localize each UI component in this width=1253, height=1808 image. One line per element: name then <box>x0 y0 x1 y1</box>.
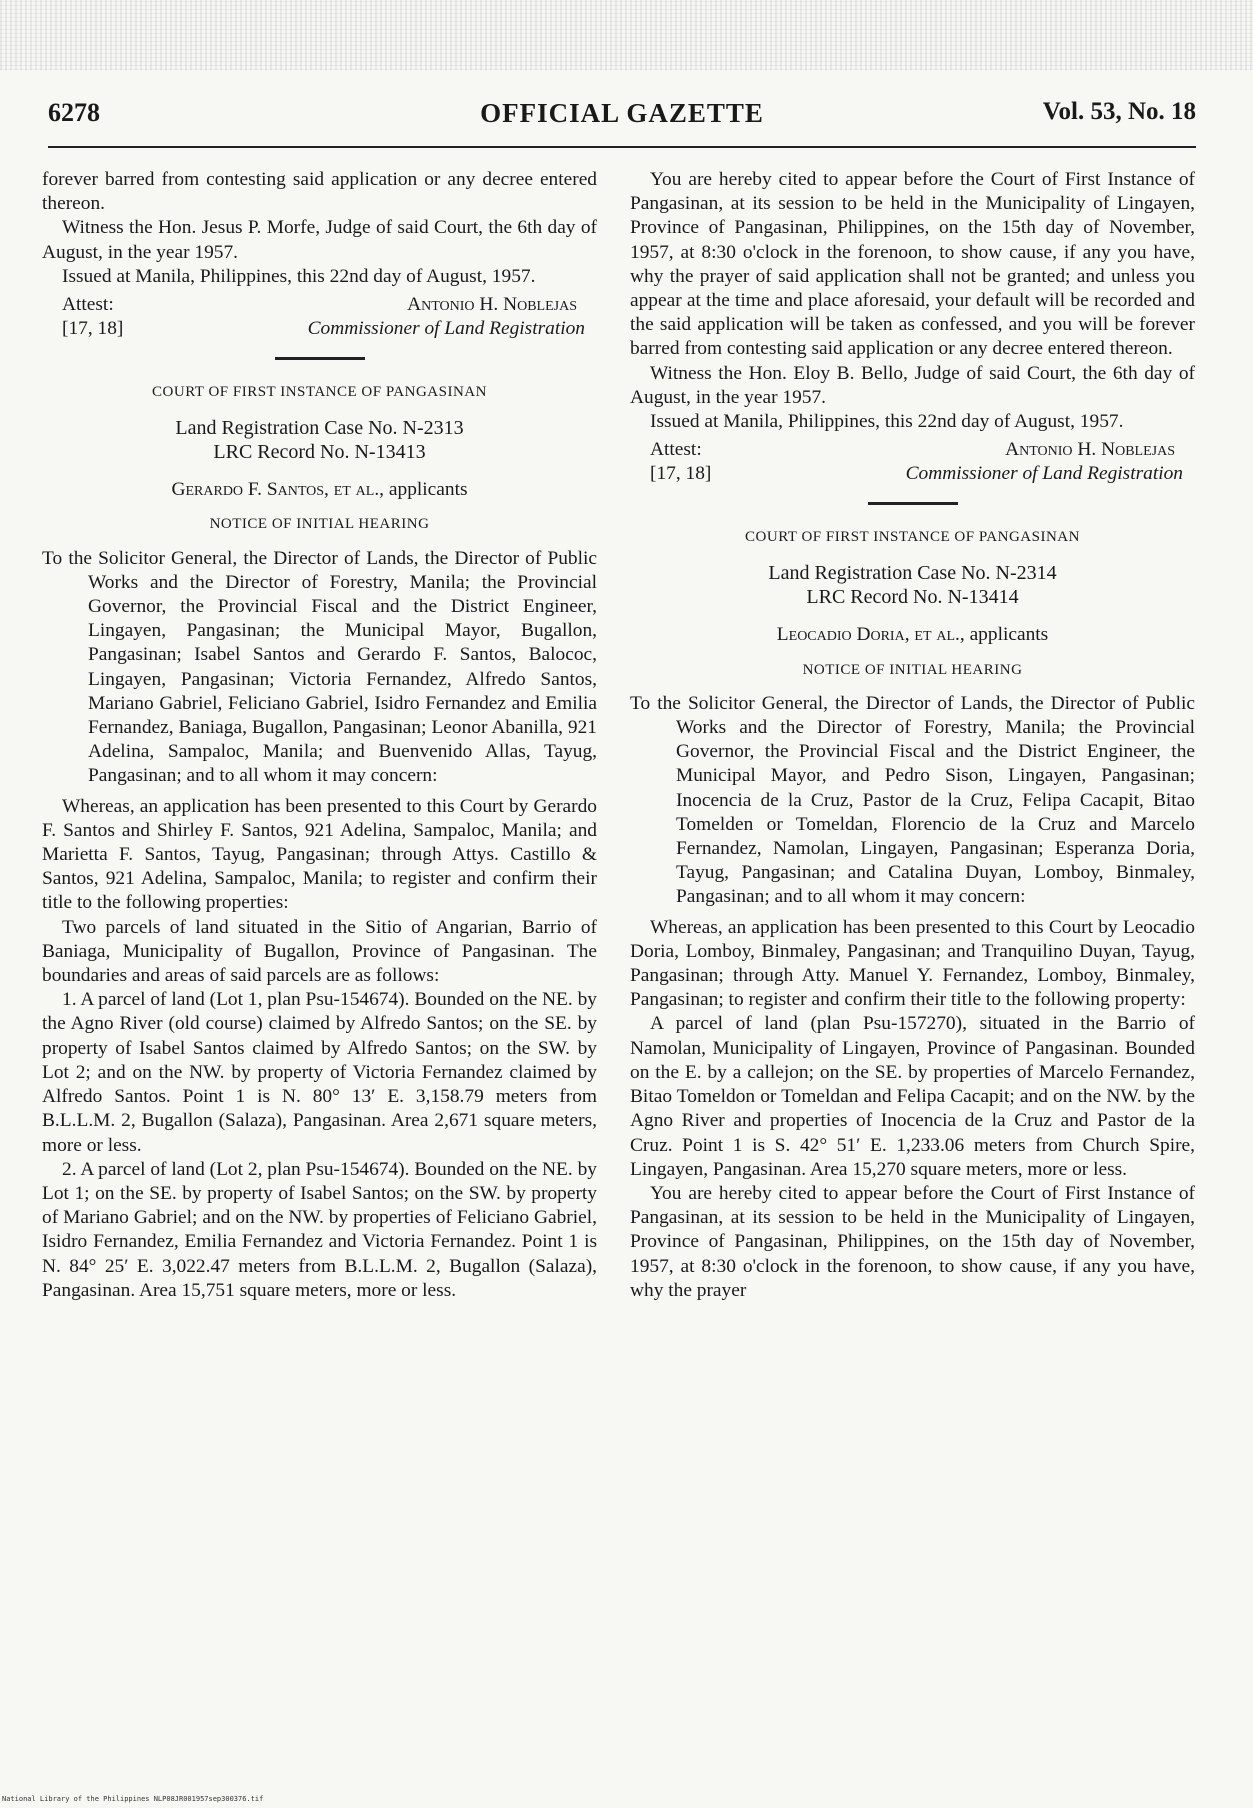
party-role: applicants <box>388 479 468 501</box>
paragraph: Whereas, an application has been presented to this Court by Gerardo F. Santos and Shirley F. Santos, 921 Adelina, Sampaloc, Manila; and Marietta F. Santos, Tayug, Pangasinan; through Attys. Castillo & Santos, 921 Adelina, Sampaloc, Manila; to register and confirm their title to the following properties: <box>42 795 597 914</box>
attest-name: Antonio H. Noblejas <box>407 294 577 316</box>
attestation <box>630 438 1195 488</box>
paragraph: Two parcels of land situated in the Sitio of Angarian, Barrio of Baniaga, Municipality of Bugallon, Province of Pangasinan. The boundaries and areas of said parcels are as follows: <box>42 916 597 987</box>
case-number: Land Registration Case No. N-2313 <box>175 417 464 440</box>
attest-label: Attest: <box>62 294 114 316</box>
attest-title: Commissioner of Land Registration <box>307 318 585 340</box>
paragraph: Issued at Manila, Philippines, this 22nd day of August, 1957. <box>62 265 536 287</box>
volume-number: Vol. 53, No. 18 <box>1042 98 1196 125</box>
party-line <box>630 623 1195 647</box>
party-line <box>42 478 597 502</box>
page-header <box>48 98 1196 138</box>
lot-description: A parcel of land (plan Psu-157270), situated in the Barrio of Namolan, Municipality of Lingayen, Province of Pangasinan. Bounded on the E. by a callejon; on the SE. by properties of Marcelo Fernandez, Bitao Tomeldon or Tomeldan and Felipa Cacapit; and on the NW. by the Agno River and properties of Inocencia de la Cruz and Pastor de la Cruz. Point 1 is S. 42° 51′ E. 1,233.06 meters from Church Spire, Lingayen, Pangasinan. Area 15,270 square meters, more or less. <box>630 1013 1195 1180</box>
record-number: LRC Record No. N-13414 <box>806 586 1019 609</box>
lot-description: 1. A parcel of land (Lot 1, plan Psu-154674). Bounded on the NE. by the Agno River (old course) claimed by Alfredo Santos; on the SE. by property of Isabel Santos claimed by Alfredo Santos; on the SW. by Lot 2; and on the NW. by property of Victoria Fernandez claimed by Alfredo Santos. Point 1 is N. 80° 13′ E. 3,158.79 meters from B.L.L.M. 2, Bugallon (Salaza), Pangasinan. Area 2,671 square meters, more or less. <box>42 989 597 1156</box>
addressees: To the Solicitor General, the Director of Lands, the Director of Public Works and the Director of Forestry, Manila; the Provincial Governor, the Provincial Fiscal and the District Engineer, Lingayen, Pangasinan; the Municipal Mayor, Bugallon, Pangasinan; Isabel Santos and Gerardo F. Santos, Balococ, Lingayen, Pangasinan; Victoria Fernandez, Alfredo Santos, Mariano Gabriel, Feliciano Gabriel, Isidro Fernandez and Emilia Fernandez, Baniaga, Bugallon, Pangasinan; Leonor Abanilla, 921 Adelina, Sampaloc, Manila; and Buenvenido Allas, Tayug, Pangasinan; and to all whom it may concern: <box>42 547 597 787</box>
paragraph: You are hereby cited to appear before the Court of First Instance of Pangasinan, at its session to be held in the Municipality of Lingayen, Province of Pangasinan, Philippines, on the 15th day of November, 1957, at 8:30 o'clock in the forenoon, to show cause, if any you have, why the prayer of said application shall not be granted; and unless you appear at the time and place aforesaid, your default will be recorded and the said application will be taken as confessed, and you will be forever barred from contesting said application or any decree entered thereon. <box>630 169 1195 360</box>
notice-heading: NOTICE OF INITIAL HEARING <box>209 516 430 533</box>
paragraph: Whereas, an application has been presented to this Court by Leocadio Doria, Lomboy, Binmaley, Pangasinan; and Tranquilino Duyan, Tayug, Pangasinan; through Atty. Manuel Y. Fernandez, Lomboy, Binmaley, Pangasinan; to register and confirm their title to the following property: <box>630 916 1195 1011</box>
paragraph: Witness the Hon. Jesus P. Morfe, Judge of said Court, the 6th day of August, in the year 1957. <box>42 217 597 263</box>
page-number: 6278 <box>48 98 100 127</box>
case-numbers <box>42 416 597 464</box>
attest-ref: [17, 18] <box>650 463 712 485</box>
court-name: COURT OF FIRST INSTANCE OF PANGASINAN <box>152 384 487 401</box>
case-numbers <box>630 561 1195 609</box>
lot-description: 2. A parcel of land (Lot 2, plan Psu-154674). Bounded on the NE. by Lot 1; on the SE. by property of Isabel Santos; on the SW. by property of Mariano Gabriel; and on the NW. by properties of Feliciano Gabriel, Isidro Fernandez, Emilia Fernandez and Victoria Fernandez. Point 1 is N. 84° 25′ E. 3,022.47 meters from B.L.L.M. 2, Bugallon (Salaza), Pangasinan. Area 15,751 square meters, more or less. <box>42 1158 597 1301</box>
paragraph: Witness the Hon. Eloy B. Bello, Judge of said Court, the 6th day of August, in the year 1957. <box>630 362 1195 408</box>
paragraph: Issued at Manila, Philippines, this 22nd day of August, 1957. <box>650 411 1124 433</box>
party-name: Gerardo F. Santos, et al., <box>171 479 385 501</box>
section-divider <box>275 357 365 360</box>
addressees: To the Solicitor General, the Director of Lands, the Director of Public Works and the Director of Forestry, Manila; the Provincial Governor, the Provincial Fiscal and the District Engineer, the Municipal Mayor, and Pedro Sison, Lingayen, Pangasinan; Inocencia de la Cruz, Pastor de la Cruz, Felipa Cacapit, Bitao Tomelden or Tomeldan, Florencio de la Cruz and Marcelo Fernandez, Namolan, Lingayen, Pangasinan; Esperanza Doria, Tayug, Pangasinan; and Catalina Duyan, Lomboy, Binmaley, Pangasinan; and to all whom it may concern: <box>630 692 1195 908</box>
attestation <box>42 293 597 343</box>
attest-ref: [17, 18] <box>62 318 124 340</box>
header-rule <box>48 146 1196 148</box>
attest-label: Attest: <box>650 439 702 461</box>
right-column <box>630 168 1195 1303</box>
gazette-title: OFFICIAL GAZETTE <box>480 98 764 128</box>
court-name: COURT OF FIRST INSTANCE OF PANGASINAN <box>745 529 1080 546</box>
record-number: LRC Record No. N-13413 <box>213 441 426 464</box>
paragraph: You are hereby cited to appear before the Court of First Instance of Pangasinan, at its session to be held in the Municipality of Lingayen, Province of Pangasinan, Philippines, on the 15th day of November, 1957, at 8:30 o'clock in the forenoon, to show cause, if any you have, why the prayer <box>630 1182 1195 1301</box>
paragraph: forever barred from contesting said application or any decree entered thereon. <box>42 169 597 215</box>
scan-footer: National Library of the Philippines NLP08JR001957sep300376.tif <box>2 1795 264 1803</box>
party-name: Leocadio Doria, et al., <box>776 624 965 646</box>
attest-title: Commissioner of Land Registration <box>905 463 1183 485</box>
party-role: applicants <box>969 624 1049 646</box>
notice-heading: NOTICE OF INITIAL HEARING <box>802 661 1023 678</box>
case-number: Land Registration Case No. N-2314 <box>768 562 1057 585</box>
section-divider <box>868 502 958 505</box>
left-column <box>42 168 597 1303</box>
scan-noise <box>0 0 1253 70</box>
attest-name: Antonio H. Noblejas <box>1005 439 1175 461</box>
